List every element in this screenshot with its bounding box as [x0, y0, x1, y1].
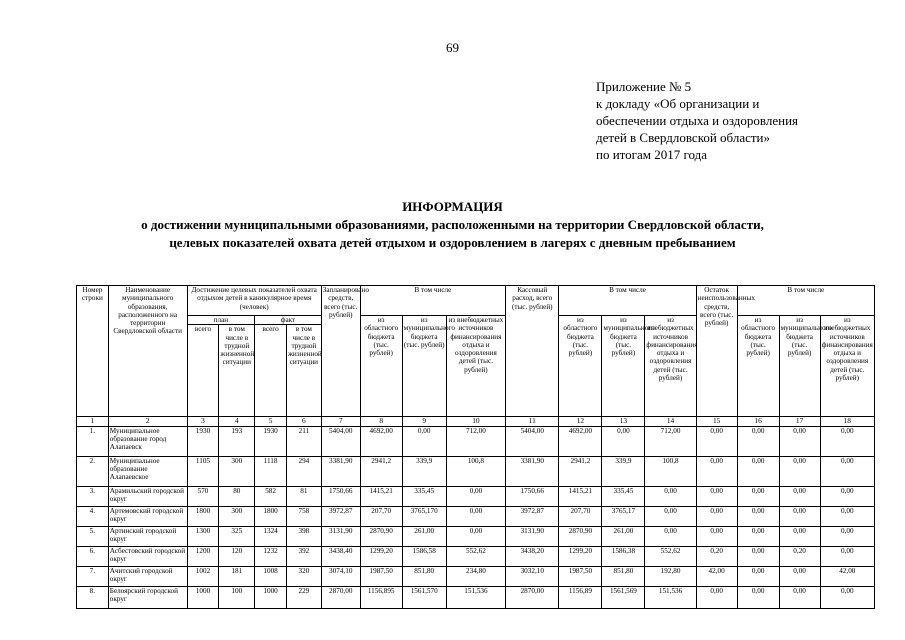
appendix-note	[596, 78, 856, 163]
value-cell: 1800	[255, 506, 287, 526]
data-table	[76, 285, 875, 609]
col-number: 14	[645, 417, 696, 426]
header-achievement: Достижение целевых показателей охвата отдыхом детей в каникулярное время (человек)	[187, 286, 321, 316]
value-cell: 320	[286, 566, 321, 586]
value-cell: 0,00	[696, 456, 737, 486]
value-cell: 0,00	[820, 546, 874, 566]
value-cell: 0,00	[737, 426, 779, 456]
value-cell: 3765,170	[402, 506, 446, 526]
value-cell: 229	[286, 586, 321, 608]
table-row	[77, 456, 875, 486]
value-cell: 0,00	[645, 526, 696, 546]
value-cell: 3765,17	[602, 506, 645, 526]
row-number-cell: 1.	[77, 426, 109, 456]
value-cell: 193	[219, 426, 255, 456]
header-fact: факт	[255, 316, 322, 325]
col-number: 10	[446, 417, 505, 426]
value-cell: 1000	[255, 586, 287, 608]
value-cell: 1156,89	[559, 586, 602, 608]
header-municipal: из муниципального бюджета (тыс. рублей)	[779, 316, 820, 417]
table-row	[77, 526, 875, 546]
value-cell: 0,00	[737, 506, 779, 526]
value-cell: 0,00	[779, 566, 820, 586]
value-cell: 339,9	[402, 456, 446, 486]
header-plan-total: всего	[187, 325, 219, 417]
value-cell: 3131,90	[506, 526, 559, 546]
value-cell: 3032,10	[506, 566, 559, 586]
value-cell: 0,00	[737, 586, 779, 608]
header-plan-difficult: в том числе в трудной жизненной ситуации	[219, 325, 255, 417]
col-number: 8	[360, 417, 402, 426]
appendix-line: Приложение № 5	[596, 79, 692, 94]
value-cell: 398	[286, 526, 321, 546]
header-fact-difficult: в том числе в трудной жизненной ситуации	[286, 325, 321, 417]
municipality-name-cell: Арамильский городской округ	[108, 486, 187, 506]
row-number-cell: 4.	[77, 506, 109, 526]
value-cell: 0,00	[696, 586, 737, 608]
value-cell: 0,00	[779, 486, 820, 506]
value-cell: 1156,895	[360, 586, 402, 608]
value-cell: 325	[219, 526, 255, 546]
value-cell: 294	[286, 456, 321, 486]
value-cell: 2941,2	[360, 456, 402, 486]
col-number: 4	[219, 417, 255, 426]
row-number-cell: 7.	[77, 566, 109, 586]
value-cell: 582	[255, 486, 287, 506]
value-cell: 851,80	[402, 566, 446, 586]
value-cell: 1586,38	[602, 546, 645, 566]
value-cell: 0,00	[737, 546, 779, 566]
col-number: 11	[506, 417, 559, 426]
value-cell: 0,20	[779, 546, 820, 566]
value-cell: 0,00	[645, 486, 696, 506]
col-number: 5	[255, 417, 287, 426]
table-row	[77, 586, 875, 608]
header-municipal: из муниципального бюджета (тыс. рублей)	[402, 316, 446, 417]
value-cell: 100	[219, 586, 255, 608]
table-row	[77, 486, 875, 506]
value-cell: 80	[219, 486, 255, 506]
value-cell: 1000	[187, 586, 219, 608]
municipality-name-cell: Артинский городской округ	[108, 526, 187, 546]
value-cell: 2870,90	[360, 526, 402, 546]
header-regional: из областного бюджета (тыс. рублей)	[737, 316, 779, 417]
value-cell: 42,00	[820, 566, 874, 586]
col-number: 13	[602, 417, 645, 426]
municipality-name-cell: Ачитский городской округ	[108, 566, 187, 586]
value-cell: 1232	[255, 546, 287, 566]
value-cell: 234,80	[446, 566, 505, 586]
header-municipal: из муниципального бюджета (тыс. рублей)	[602, 316, 645, 417]
value-cell: 1415,21	[360, 486, 402, 506]
value-cell: 207,70	[360, 506, 402, 526]
value-cell: 3381,90	[321, 456, 360, 486]
value-cell: 0,00	[645, 506, 696, 526]
value-cell: 0,00	[737, 566, 779, 586]
value-cell: 0,00	[779, 456, 820, 486]
row-number-cell: 8.	[77, 586, 109, 608]
value-cell: 1002	[187, 566, 219, 586]
col-number: 15	[696, 417, 737, 426]
header-regional: из областного бюджета (тыс. рублей)	[559, 316, 602, 417]
header-extrabudget: из внебюджетных источников финансирования отдыха и оздоровления детей (тыс. рублей)	[820, 316, 874, 417]
value-cell: 2870,00	[321, 586, 360, 608]
municipality-name-cell: Артемовский городской округ	[108, 506, 187, 526]
value-cell: 181	[219, 566, 255, 586]
header-incl-remainder: В том числе	[737, 286, 874, 316]
value-cell: 1750,66	[321, 486, 360, 506]
header-row-number: Номер строки	[77, 286, 109, 417]
column-number-row	[77, 417, 875, 426]
col-number: 2	[108, 417, 187, 426]
value-cell: 2870,00	[506, 586, 559, 608]
value-cell: 0,00	[820, 506, 874, 526]
value-cell: 552,62	[446, 546, 505, 566]
municipality-name-cell: Муниципальное образование Алапаевское	[108, 456, 187, 486]
value-cell: 392	[286, 546, 321, 566]
header-incl-planned: В том числе	[360, 286, 505, 316]
value-cell: 1800	[187, 506, 219, 526]
value-cell: 1299,20	[559, 546, 602, 566]
value-cell: 300	[219, 456, 255, 486]
value-cell: 1200	[187, 546, 219, 566]
value-cell: 5404,00	[321, 426, 360, 456]
value-cell: 0,00	[779, 526, 820, 546]
header-extrabudget: из внебюджетных источников финансирования отдыха и оздоровления детей (тыс. рублей)	[446, 316, 505, 417]
header-plan: план	[187, 316, 255, 325]
value-cell: 0,00	[820, 456, 874, 486]
value-cell: 335,45	[602, 486, 645, 506]
value-cell: 851,80	[602, 566, 645, 586]
value-cell: 0,00	[446, 486, 505, 506]
appendix-line: обеспечении отдыха и оздоровления	[596, 113, 799, 128]
appendix-line: по итогам 2017 года	[596, 147, 708, 162]
value-cell: 300	[219, 506, 255, 526]
value-cell: 3381,90	[506, 456, 559, 486]
appendix-line: детей в Свердловской области»	[596, 130, 771, 145]
table-row	[77, 546, 875, 566]
value-cell: 1561,569	[602, 586, 645, 608]
col-number: 3	[187, 417, 219, 426]
value-cell: 1561,570	[402, 586, 446, 608]
value-cell: 570	[187, 486, 219, 506]
appendix-line: к докладу «Об организации и	[596, 96, 760, 111]
value-cell: 3131,90	[321, 526, 360, 546]
value-cell: 1586,58	[402, 546, 446, 566]
municipality-name-cell: Муниципальное образование город Алапаевск	[108, 426, 187, 456]
value-cell: 0,20	[696, 546, 737, 566]
value-cell: 2941,2	[559, 456, 602, 486]
col-number: 12	[559, 417, 602, 426]
municipality-name-cell: Асбестовский городской округ	[108, 546, 187, 566]
value-cell: 2870,90	[559, 526, 602, 546]
value-cell: 1118	[255, 456, 287, 486]
value-cell: 1987,50	[559, 566, 602, 586]
value-cell: 0,00	[696, 526, 737, 546]
value-cell: 0,00	[446, 506, 505, 526]
value-cell: 0,00	[446, 526, 505, 546]
value-cell: 758	[286, 506, 321, 526]
value-cell: 552,62	[645, 546, 696, 566]
value-cell: 192,80	[645, 566, 696, 586]
title-line: о достижении муниципальными образованиями, расположенными на территории Свердловской области,	[141, 217, 764, 232]
value-cell: 0,00	[696, 486, 737, 506]
value-cell: 0,00	[737, 486, 779, 506]
value-cell: 3972,87	[506, 506, 559, 526]
col-number: 7	[321, 417, 360, 426]
value-cell: 261,00	[402, 526, 446, 546]
value-cell: 1300	[187, 526, 219, 546]
value-cell: 0,00	[820, 486, 874, 506]
header-name: Наименование муниципального образования, расположенного на территории Свердловской области	[108, 286, 187, 417]
value-cell: 5404,00	[506, 426, 559, 456]
value-cell: 0,00	[737, 526, 779, 546]
value-cell: 0,00	[820, 426, 874, 456]
header-cash: Кассовый расход, всего (тыс. рублей)	[506, 286, 559, 417]
value-cell: 261,00	[602, 526, 645, 546]
value-cell: 1105	[187, 456, 219, 486]
value-cell: 4692,00	[360, 426, 402, 456]
table-row	[77, 506, 875, 526]
value-cell: 0,00	[779, 426, 820, 456]
value-cell: 120	[219, 546, 255, 566]
row-number-cell: 5.	[77, 526, 109, 546]
page-number: 69	[446, 40, 459, 55]
header-planned-funds: Запланировано средств, всего (тыс. рублей)	[321, 286, 360, 417]
value-cell: 42,00	[696, 566, 737, 586]
value-cell: 0,00	[602, 426, 645, 456]
row-number-cell: 2.	[77, 456, 109, 486]
value-cell: 0,00	[737, 456, 779, 486]
value-cell: 1324	[255, 526, 287, 546]
value-cell: 1930	[255, 426, 287, 456]
row-number-cell: 3.	[77, 486, 109, 506]
document-title	[0, 198, 905, 252]
col-number: 1	[77, 417, 109, 426]
title-line: целевых показателей охвата детей отдыхом и оздоровлением в лагерях с дневным пребыванием	[169, 235, 736, 250]
value-cell: 151,536	[645, 586, 696, 608]
table-row	[77, 426, 875, 456]
value-cell: 0,00	[402, 426, 446, 456]
col-number: 6	[286, 417, 321, 426]
value-cell: 4692,00	[559, 426, 602, 456]
value-cell: 100,8	[645, 456, 696, 486]
value-cell: 339,9	[602, 456, 645, 486]
value-cell: 712,00	[446, 426, 505, 456]
title-heading: ИНФОРМАЦИЯ	[402, 199, 503, 214]
value-cell: 3074,10	[321, 566, 360, 586]
value-cell: 3438,20	[506, 546, 559, 566]
value-cell: 3438,40	[321, 546, 360, 566]
value-cell: 0,00	[696, 506, 737, 526]
value-cell: 0,00	[820, 586, 874, 608]
value-cell: 151,536	[446, 586, 505, 608]
value-cell: 211	[286, 426, 321, 456]
value-cell: 1415,21	[559, 486, 602, 506]
value-cell: 1930	[187, 426, 219, 456]
value-cell: 1750,66	[506, 486, 559, 506]
value-cell: 0,00	[779, 586, 820, 608]
header-regional: из областного бюджета (тыс. рублей)	[360, 316, 402, 417]
col-number: 9	[402, 417, 446, 426]
row-number-cell: 6.	[77, 546, 109, 566]
value-cell: 81	[286, 486, 321, 506]
value-cell: 335,45	[402, 486, 446, 506]
header-remainder: Остаток неиспользованных средств, всего (тыс. рублей)	[696, 286, 737, 417]
col-number: 17	[779, 417, 820, 426]
value-cell: 207,70	[559, 506, 602, 526]
value-cell: 1008	[255, 566, 287, 586]
value-cell: 0,00	[696, 426, 737, 456]
value-cell: 712,00	[645, 426, 696, 456]
header-extrabudget: из внебюджетных источников финансирования отдыха и оздоровления детей (тыс. рублей)	[645, 316, 696, 417]
col-number: 18	[820, 417, 874, 426]
value-cell: 3972,87	[321, 506, 360, 526]
value-cell: 100,8	[446, 456, 505, 486]
col-number: 16	[737, 417, 779, 426]
value-cell: 0,00	[779, 506, 820, 526]
value-cell: 0,00	[820, 526, 874, 546]
header-incl-cash: В том числе	[559, 286, 696, 316]
municipality-name-cell: Белоярский городской округ	[108, 586, 187, 608]
table-row	[77, 566, 875, 586]
table-body	[77, 426, 875, 608]
value-cell: 1987,50	[360, 566, 402, 586]
header-fact-total: всего	[255, 325, 287, 417]
value-cell: 1299,20	[360, 546, 402, 566]
